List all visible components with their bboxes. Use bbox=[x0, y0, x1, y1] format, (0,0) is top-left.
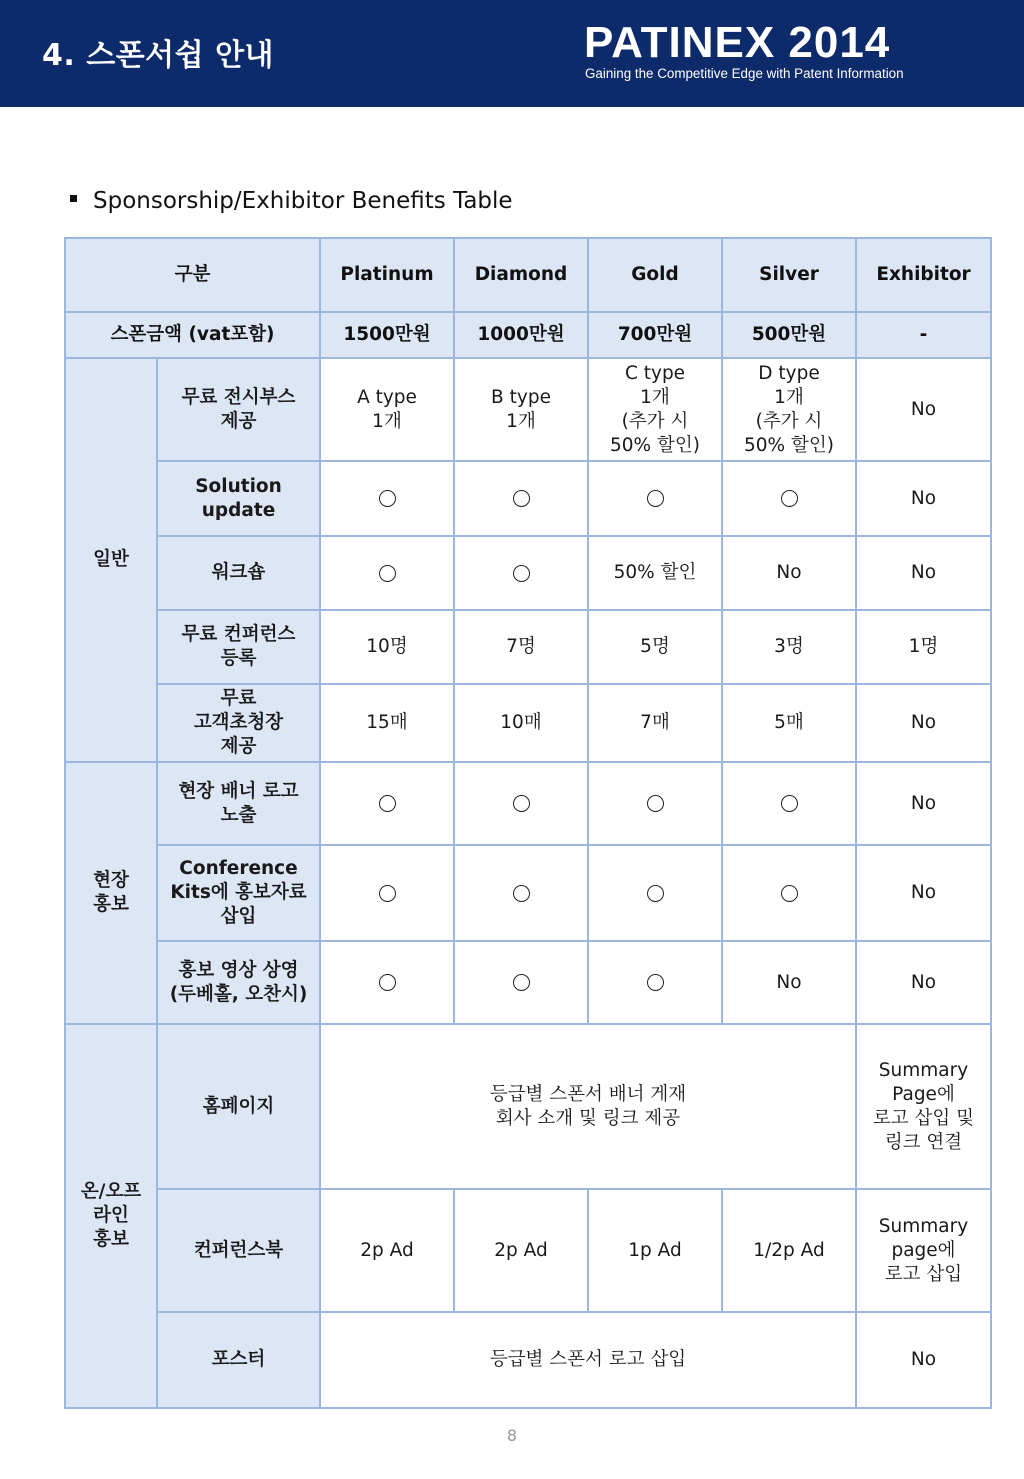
benefit-cell: No bbox=[722, 536, 856, 610]
benefit-cell: No bbox=[856, 684, 991, 762]
benefit-cell: 5명 bbox=[588, 610, 722, 684]
amount-cell: 1000만원 bbox=[454, 312, 588, 358]
amount-label: 스폰금액 (vat포함) bbox=[65, 312, 320, 358]
circle-mark-icon bbox=[647, 490, 664, 507]
amount-cell: - bbox=[856, 312, 991, 358]
table-row bbox=[65, 941, 991, 1024]
tier-exhibitor: Exhibitor bbox=[856, 238, 991, 312]
benefit-cell: No bbox=[856, 845, 991, 941]
table-row bbox=[65, 610, 991, 684]
header-bar bbox=[0, 0, 1024, 107]
item-label: 홈페이지 bbox=[157, 1024, 320, 1189]
logo-wordmark: PATINEX 2014 bbox=[584, 18, 891, 67]
benefit-cell: 3명 bbox=[722, 610, 856, 684]
benefit-cell: No bbox=[856, 536, 991, 610]
item-label: 포스터 bbox=[157, 1312, 320, 1408]
amount-cell: 1500만원 bbox=[320, 312, 454, 358]
circle-mark-icon bbox=[379, 565, 396, 582]
table-row bbox=[65, 1024, 991, 1189]
item-label: 무료 전시부스 제공 bbox=[157, 358, 320, 461]
circle-mark-icon bbox=[379, 490, 396, 507]
circle-mark-icon bbox=[647, 885, 664, 902]
item-label: 컨퍼런스북 bbox=[157, 1189, 320, 1312]
category-online: 온/오프 라인 홍보 bbox=[65, 1024, 157, 1408]
benefit-cell: 1p Ad bbox=[588, 1189, 722, 1312]
item-label: Conference Kits에 홍보자료 삽입 bbox=[157, 845, 320, 941]
circle-mark-icon bbox=[513, 795, 530, 812]
benefits-table bbox=[64, 237, 992, 1409]
item-label: Solution update bbox=[157, 461, 320, 536]
circle-mark-icon bbox=[513, 490, 530, 507]
benefit-cell bbox=[454, 461, 588, 536]
page-title: 4. 스폰서쉽 안내 bbox=[42, 38, 275, 73]
benefit-cell: C type 1개 (추가 시 50% 할인) bbox=[588, 358, 722, 461]
page-number: 8 bbox=[506, 1426, 518, 1445]
merged-benefit-cell: 등급별 스폰서 로고 삽입 bbox=[320, 1312, 856, 1408]
tier-silver: Silver bbox=[722, 238, 856, 312]
benefit-cell: No bbox=[856, 762, 991, 845]
benefit-cell bbox=[454, 941, 588, 1024]
table-row bbox=[65, 358, 991, 461]
amount-cell: 500만원 bbox=[722, 312, 856, 358]
benefit-cell bbox=[722, 461, 856, 536]
item-label: 홍보 영상 상영 (두베홀, 오찬시) bbox=[157, 941, 320, 1024]
amount-cell: 700만원 bbox=[588, 312, 722, 358]
benefit-cell: No bbox=[722, 941, 856, 1024]
benefit-cell bbox=[588, 941, 722, 1024]
benefit-cell: 2p Ad bbox=[320, 1189, 454, 1312]
circle-mark-icon bbox=[379, 885, 396, 902]
circle-mark-icon bbox=[647, 974, 664, 991]
tier-diamond: Diamond bbox=[454, 238, 588, 312]
benefit-cell bbox=[454, 845, 588, 941]
tier-platinum: Platinum bbox=[320, 238, 454, 312]
square-bullet-icon bbox=[70, 195, 77, 202]
benefit-cell bbox=[588, 845, 722, 941]
table-row bbox=[65, 461, 991, 536]
benefit-cell: No bbox=[856, 461, 991, 536]
corner-cell: 구분 bbox=[65, 238, 320, 312]
benefit-cell: 7명 bbox=[454, 610, 588, 684]
logo-tagline: Gaining the Competitive Edge with Patent Information bbox=[585, 66, 904, 81]
table-row bbox=[65, 762, 991, 845]
circle-mark-icon bbox=[513, 974, 530, 991]
table-row bbox=[65, 845, 991, 941]
benefit-cell: 15매 bbox=[320, 684, 454, 762]
table-row bbox=[65, 1312, 991, 1408]
benefit-cell: A type 1개 bbox=[320, 358, 454, 461]
item-label: 무료 고객초청장 제공 bbox=[157, 684, 320, 762]
benefit-cell bbox=[320, 941, 454, 1024]
section-subtitle bbox=[70, 188, 513, 214]
benefit-cell bbox=[320, 762, 454, 845]
benefit-cell bbox=[320, 461, 454, 536]
circle-mark-icon bbox=[513, 565, 530, 582]
benefit-cell bbox=[454, 536, 588, 610]
tier-header-row bbox=[65, 238, 991, 312]
item-label: 무료 컨퍼런스 등록 bbox=[157, 610, 320, 684]
benefit-cell bbox=[320, 845, 454, 941]
item-label: 워크숍 bbox=[157, 536, 320, 610]
circle-mark-icon bbox=[513, 885, 530, 902]
category-onsite: 현장 홍보 bbox=[65, 762, 157, 1024]
benefit-cell: 7매 bbox=[588, 684, 722, 762]
table-row bbox=[65, 684, 991, 762]
benefit-cell bbox=[588, 461, 722, 536]
table-row bbox=[65, 536, 991, 610]
circle-mark-icon bbox=[781, 795, 798, 812]
benefit-cell: No bbox=[856, 941, 991, 1024]
table-row bbox=[65, 1189, 991, 1312]
item-label: 현장 배너 로고 노출 bbox=[157, 762, 320, 845]
benefit-cell: Summary page에 로고 삽입 bbox=[856, 1189, 991, 1312]
benefit-cell: Summary Page에 로고 삽입 및 링크 연결 bbox=[856, 1024, 991, 1189]
circle-mark-icon bbox=[379, 795, 396, 812]
benefit-cell: B type 1개 bbox=[454, 358, 588, 461]
category-general: 일반 bbox=[65, 358, 157, 762]
circle-mark-icon bbox=[781, 490, 798, 507]
benefit-cell: 50% 할인 bbox=[588, 536, 722, 610]
benefit-cell bbox=[454, 762, 588, 845]
benefit-cell: No bbox=[856, 358, 991, 461]
tier-gold: Gold bbox=[588, 238, 722, 312]
amount-row bbox=[65, 312, 991, 358]
benefit-cell: 1/2p Ad bbox=[722, 1189, 856, 1312]
circle-mark-icon bbox=[379, 974, 396, 991]
benefit-cell bbox=[320, 536, 454, 610]
subtitle-text: Sponsorship/Exhibitor Benefits Table bbox=[93, 188, 513, 214]
benefit-cell: 5매 bbox=[722, 684, 856, 762]
benefit-cell: 10매 bbox=[454, 684, 588, 762]
benefit-cell bbox=[588, 762, 722, 845]
benefit-cell bbox=[722, 762, 856, 845]
merged-benefit-cell: 등급별 스폰서 배너 게재 회사 소개 및 링크 제공 bbox=[320, 1024, 856, 1189]
benefit-cell: 1명 bbox=[856, 610, 991, 684]
benefit-cell: 2p Ad bbox=[454, 1189, 588, 1312]
benefit-cell bbox=[722, 845, 856, 941]
benefit-cell: No bbox=[856, 1312, 991, 1408]
patinex-logo bbox=[584, 18, 984, 88]
benefit-cell: D type 1개 (추가 시 50% 할인) bbox=[722, 358, 856, 461]
circle-mark-icon bbox=[647, 795, 664, 812]
benefit-cell: 10명 bbox=[320, 610, 454, 684]
circle-mark-icon bbox=[781, 885, 798, 902]
